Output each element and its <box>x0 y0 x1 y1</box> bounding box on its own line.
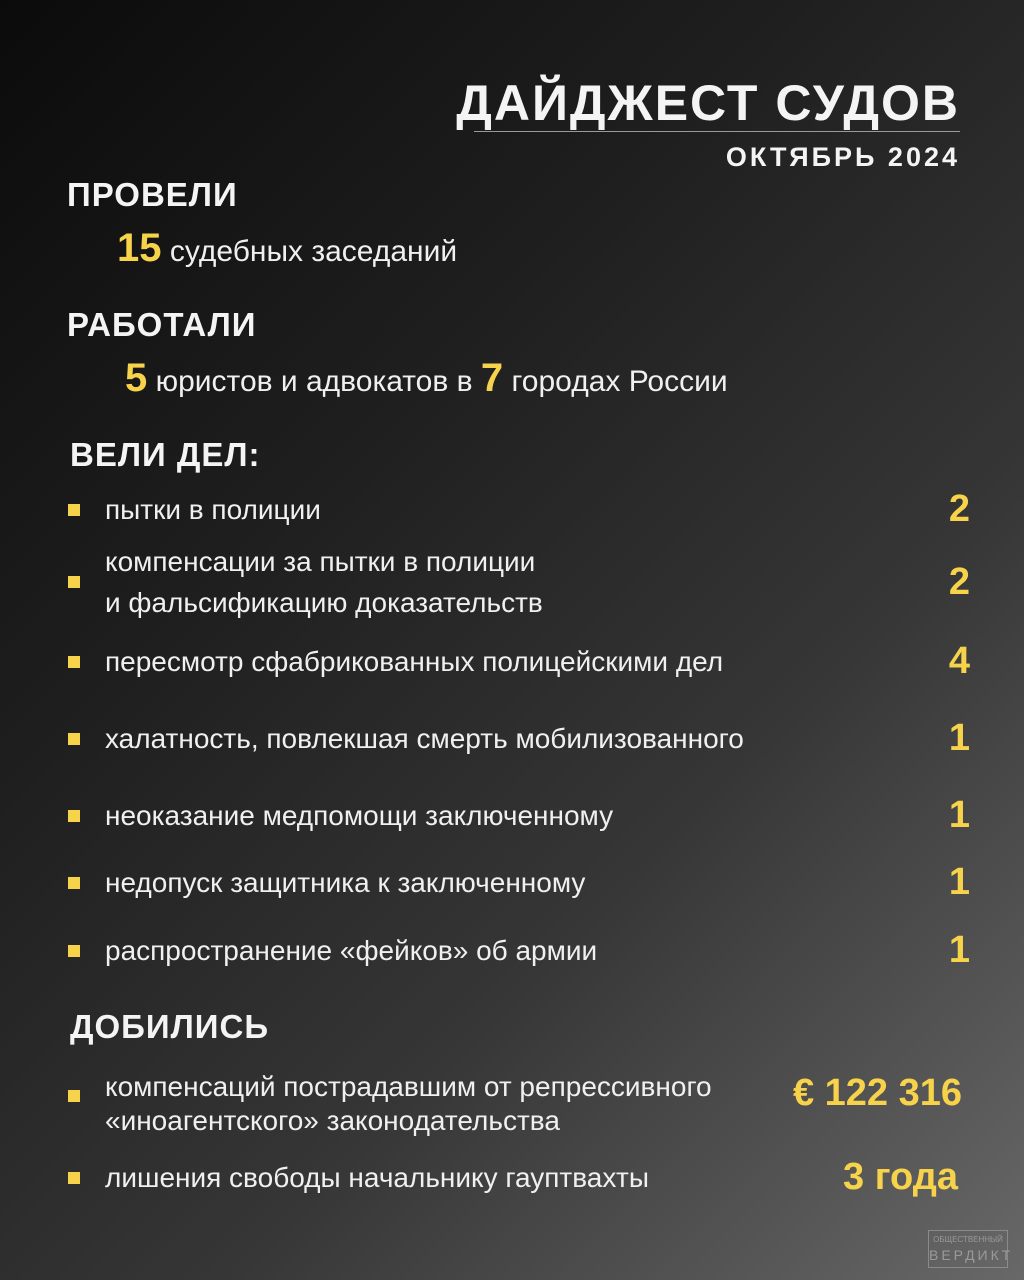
achieved-item-label-line2: «иноагентского» законодательства <box>105 1105 560 1136</box>
bullet-icon <box>68 810 80 822</box>
case-item-count: 2 <box>948 488 970 530</box>
case-item-label: компенсации за пытки в полиции <box>105 546 536 577</box>
bullet-icon <box>68 877 80 889</box>
held-stat <box>117 226 457 271</box>
achieved-heading: ДОБИЛИСЬ <box>70 1008 270 1045</box>
page-subtitle: ОКТЯБРЬ 2024 <box>725 142 960 172</box>
case-item-count: 4 <box>948 640 970 682</box>
bullet-icon <box>68 504 80 516</box>
achieved-item-label: компенсаций пострадавшим от репрессивного <box>105 1071 712 1102</box>
case-item-count: 1 <box>948 861 970 903</box>
logo-line1: ОБЩЕСТВЕННЫЙ <box>933 1235 1003 1244</box>
case-item-count: 1 <box>948 717 970 759</box>
case-item-count: 1 <box>948 794 970 836</box>
bullet-icon <box>68 576 80 588</box>
case-item-count: 2 <box>948 561 970 603</box>
hearings-count: 15 <box>117 226 162 270</box>
case-item-label: недопуск защитника к заключенному <box>105 867 586 898</box>
case-item-label: распространение «фейков» об армии <box>105 935 598 966</box>
case-item-label: халатность, повлекшая смерть мобилизованного <box>105 723 744 754</box>
title-divider <box>474 131 960 132</box>
bullet-icon <box>68 945 80 957</box>
page-title: ДАЙДЖЕСТ СУДОВ <box>456 75 960 131</box>
lawyers-label: юристов и адвокатов в <box>155 365 473 398</box>
sentence-term: 3 года <box>843 1156 958 1198</box>
compensation-amount: € 122 316 <box>792 1072 962 1114</box>
case-item-label-line2: и фальсификацию доказательств <box>105 587 543 618</box>
brand-logo <box>928 1230 1014 1268</box>
achieved-item-label: лишения свободы начальнику гауптвахты <box>105 1162 649 1193</box>
cases-heading: ВЕЛИ ДЕЛ: <box>70 436 261 473</box>
case-item-label: неоказание медпомощи заключенному <box>105 800 614 831</box>
hearings-label: судебных заседаний <box>169 235 458 268</box>
case-item-count: 1 <box>948 929 970 971</box>
cities-label: городах России <box>511 365 728 398</box>
lawyers-count: 5 <box>125 356 148 400</box>
case-item-label: пересмотр сфабрикованных полицейскими дел <box>105 646 724 677</box>
cities-count: 7 <box>480 356 504 400</box>
bullet-icon <box>68 656 80 668</box>
bullet-icon <box>68 733 80 745</box>
held-heading: ПРОВЕЛИ <box>67 176 238 213</box>
worked-heading: РАБОТАЛИ <box>67 306 257 343</box>
logo-line2: ВЕРДИКТ <box>929 1247 1014 1263</box>
bullet-icon <box>68 1090 80 1102</box>
case-item-label: пытки в полиции <box>105 494 321 525</box>
worked-stat <box>125 356 728 401</box>
bullet-icon <box>68 1172 80 1184</box>
